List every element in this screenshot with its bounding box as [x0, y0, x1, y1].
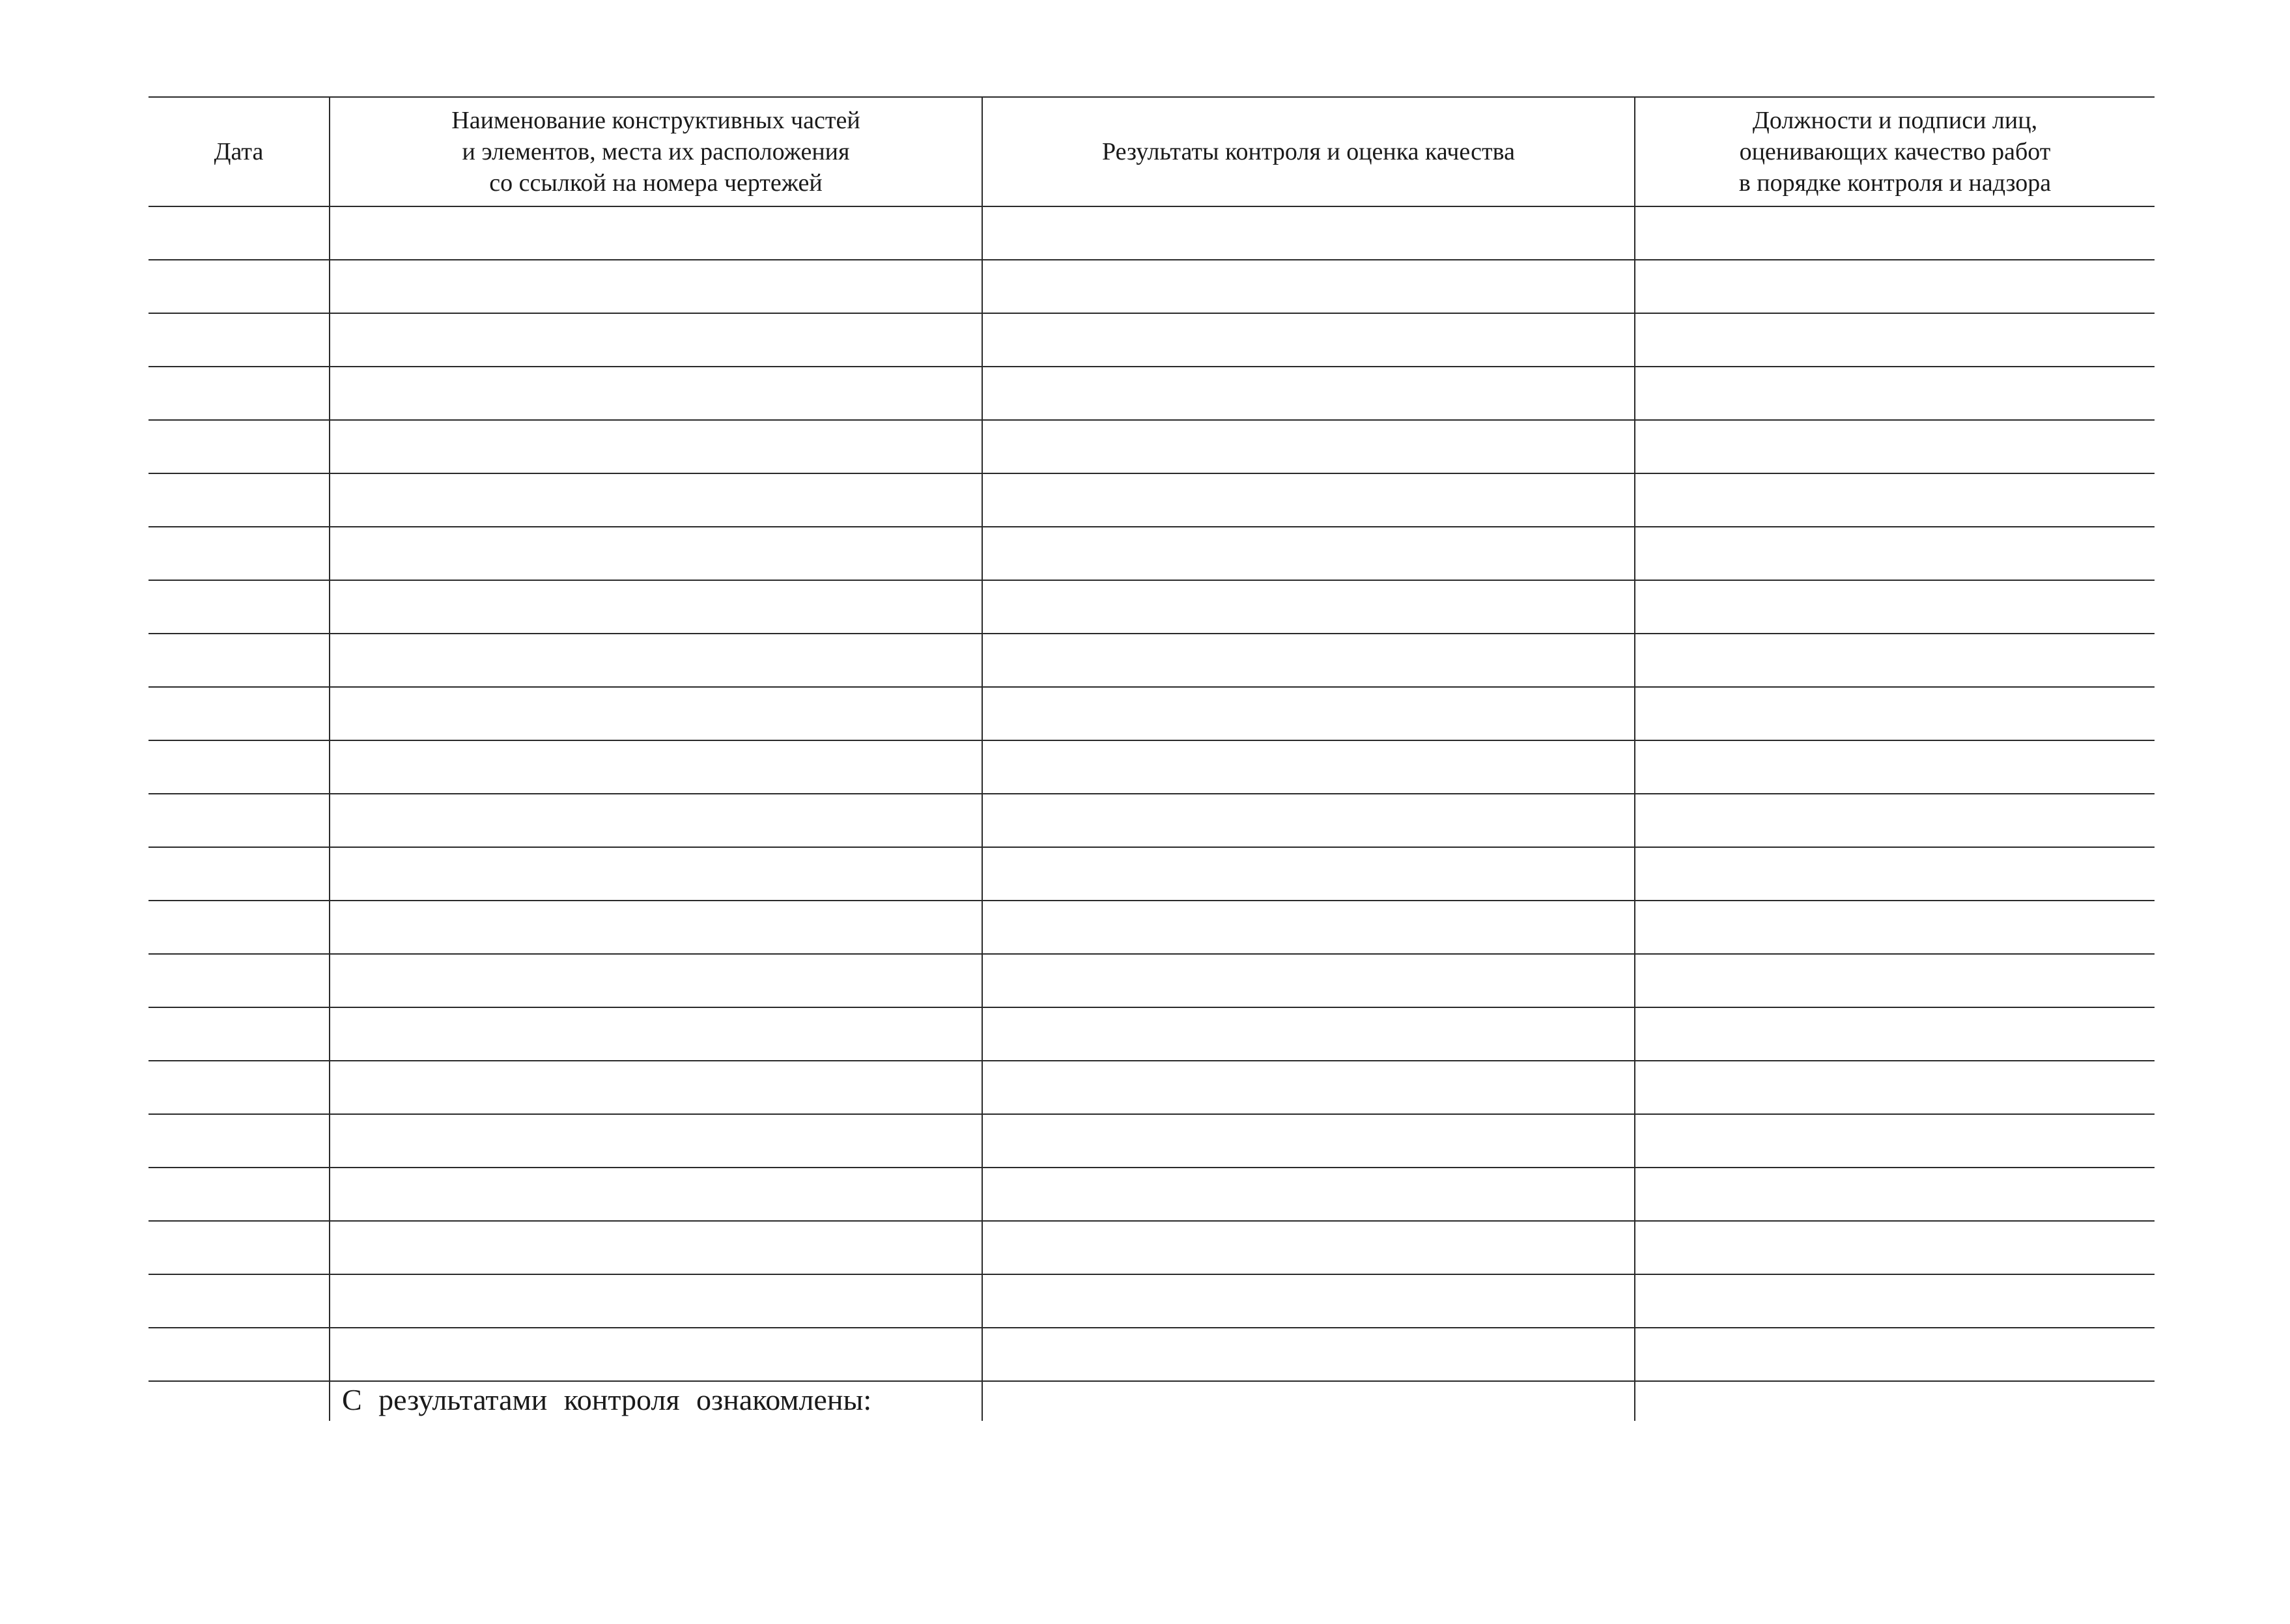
table-cell-sign — [1635, 847, 2155, 901]
table-cell-sign — [1635, 1061, 2155, 1114]
table-row — [148, 1061, 2155, 1114]
table-cell-result — [982, 580, 1635, 634]
table-cell-date — [148, 1007, 330, 1061]
table-cell-result — [982, 847, 1635, 901]
table-row — [148, 206, 2155, 260]
table-cell-sign — [1635, 1274, 2155, 1328]
table-cell-result — [982, 1061, 1635, 1114]
table-cell-sign — [1635, 1328, 2155, 1381]
table-cell-sign — [1635, 1007, 2155, 1061]
table-cell-sign — [1635, 1114, 2155, 1168]
table-cell-sign — [1635, 634, 2155, 687]
table-cell-date — [148, 313, 330, 367]
table-row — [148, 1221, 2155, 1274]
table-cell-result — [982, 313, 1635, 367]
table-cell-result — [982, 1221, 1635, 1274]
table-cell-date — [148, 1114, 330, 1168]
table-cell-name — [330, 1114, 982, 1168]
table-cell-result — [982, 954, 1635, 1007]
table-cell-name — [330, 313, 982, 367]
table-row — [148, 1168, 2155, 1221]
table-cell-name — [330, 954, 982, 1007]
column-header-date: Дата — [148, 97, 330, 206]
table-cell-sign — [1635, 1168, 2155, 1221]
table-cell-sign — [1635, 206, 2155, 260]
column-header-structural-parts: Наименование конструктивных частей и элементов, места их расположения со ссылкой на номера чертежей — [330, 97, 982, 206]
table-cell-name — [330, 1007, 982, 1061]
table-cell-name — [330, 206, 982, 260]
table-row — [148, 954, 2155, 1007]
table-cell-date — [148, 473, 330, 527]
table-cell-result — [982, 260, 1635, 313]
table-row — [148, 1114, 2155, 1168]
footer-cell-result — [982, 1381, 1635, 1421]
table-cell-sign — [1635, 1221, 2155, 1274]
table-cell-name — [330, 1328, 982, 1381]
table-cell-sign — [1635, 420, 2155, 473]
table-cell-date — [148, 687, 330, 740]
table-cell-result — [982, 367, 1635, 420]
table-cell-result — [982, 1168, 1635, 1221]
table-cell-name — [330, 901, 982, 954]
table-cell-name — [330, 420, 982, 473]
table-cell-name — [330, 1061, 982, 1114]
table-row — [148, 847, 2155, 901]
table-cell-name — [330, 580, 982, 634]
table-cell-sign — [1635, 954, 2155, 1007]
table-cell-name — [330, 740, 982, 794]
table-cell-name — [330, 1274, 982, 1328]
footer-cell-name — [330, 1381, 982, 1421]
table-row — [148, 794, 2155, 847]
table-row — [148, 260, 2155, 313]
table-cell-name — [330, 260, 982, 313]
table-cell-name — [330, 473, 982, 527]
table-cell-date — [148, 954, 330, 1007]
table-cell-result — [982, 634, 1635, 687]
column-header-signatures: Должности и подписи лиц, оценивающих качество работ в порядке контроля и надзора — [1635, 97, 2155, 206]
table-cell-date — [148, 260, 330, 313]
table-cell-result — [982, 1114, 1635, 1168]
table-cell-date — [148, 1168, 330, 1221]
table-cell-name — [330, 847, 982, 901]
table-cell-date — [148, 1221, 330, 1274]
table-cell-sign — [1635, 527, 2155, 580]
table-cell-result — [982, 1328, 1635, 1381]
table-row — [148, 687, 2155, 740]
table-row — [148, 420, 2155, 473]
table-cell-result — [982, 687, 1635, 740]
acknowledgement-label: С результатами контроля ознакомлены: — [342, 1383, 872, 1416]
table-cell-result — [982, 527, 1635, 580]
table-row — [148, 634, 2155, 687]
table-cell-date — [148, 367, 330, 420]
table-cell-name — [330, 687, 982, 740]
table-row — [148, 740, 2155, 794]
table-cell-date — [148, 1061, 330, 1114]
table-cell-result — [982, 473, 1635, 527]
table-cell-name — [330, 634, 982, 687]
table-cell-date — [148, 794, 330, 847]
table-cell-name — [330, 794, 982, 847]
table-row — [148, 580, 2155, 634]
table-cell-date — [148, 1274, 330, 1328]
table-cell-sign — [1635, 687, 2155, 740]
table-cell-date — [148, 420, 330, 473]
table-cell-date — [148, 740, 330, 794]
table-cell-result — [982, 1274, 1635, 1328]
footer-cell-sign — [1635, 1381, 2155, 1421]
table-header-row — [148, 97, 2155, 206]
table-row — [148, 473, 2155, 527]
table-cell-name — [330, 1168, 982, 1221]
table-cell-sign — [1635, 367, 2155, 420]
table-row — [148, 1328, 2155, 1381]
table-cell-date — [148, 580, 330, 634]
table-footer-row — [148, 1381, 2155, 1421]
table-cell-date — [148, 847, 330, 901]
table-row — [148, 527, 2155, 580]
table-cell-sign — [1635, 260, 2155, 313]
table-cell-sign — [1635, 740, 2155, 794]
table-cell-sign — [1635, 313, 2155, 367]
table-cell-sign — [1635, 473, 2155, 527]
table-cell-name — [330, 367, 982, 420]
table-body — [148, 206, 2155, 1421]
table-row — [148, 367, 2155, 420]
table-cell-date — [148, 1328, 330, 1381]
table-cell-result — [982, 1007, 1635, 1061]
table-cell-result — [982, 794, 1635, 847]
table-cell-result — [982, 420, 1635, 473]
table-cell-date — [148, 634, 330, 687]
table-cell-sign — [1635, 580, 2155, 634]
table-cell-date — [148, 527, 330, 580]
footer-cell-date — [148, 1381, 330, 1421]
table-cell-sign — [1635, 794, 2155, 847]
table-row — [148, 901, 2155, 954]
table-cell-result — [982, 206, 1635, 260]
table-cell-result — [982, 901, 1635, 954]
table-row — [148, 1274, 2155, 1328]
table-cell-date — [148, 206, 330, 260]
table-cell-name — [330, 527, 982, 580]
table-cell-name — [330, 1221, 982, 1274]
table-row — [148, 1007, 2155, 1061]
table-cell-date — [148, 901, 330, 954]
column-header-control-results: Результаты контроля и оценка качества — [982, 97, 1635, 206]
table-row — [148, 313, 2155, 367]
quality-control-table — [148, 96, 2155, 1421]
table-cell-result — [982, 740, 1635, 794]
table-cell-sign — [1635, 901, 2155, 954]
